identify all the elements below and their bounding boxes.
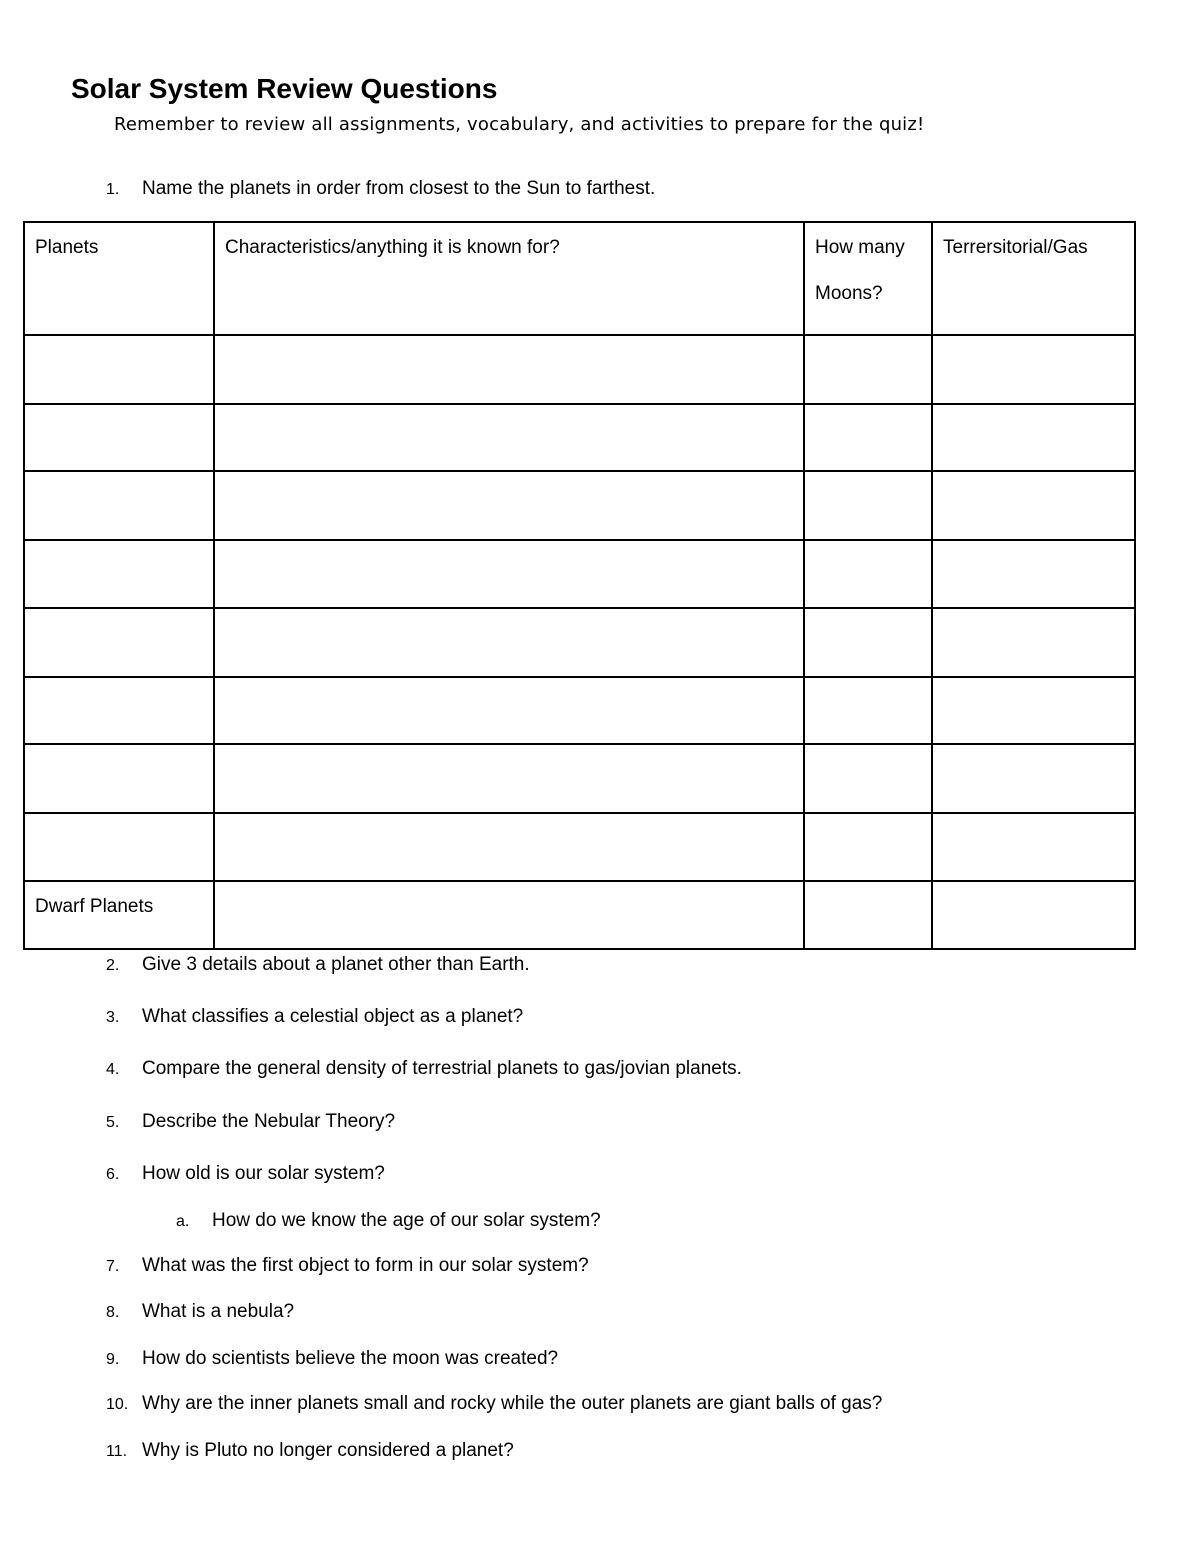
- table-row: [24, 471, 1135, 540]
- planet-cell[interactable]: [24, 540, 214, 608]
- question-number: 5.: [106, 1114, 120, 1131]
- question-number: 3.: [106, 1009, 120, 1026]
- moons-cell[interactable]: [804, 881, 932, 949]
- question-number: 10.: [106, 1396, 129, 1413]
- header-characteristics: Characteristics/anything it is known for?: [214, 222, 804, 335]
- question-text: Why are the inner planets small and rocky while the outer planets are giant balls of gas?: [142, 1393, 883, 1414]
- type-cell[interactable]: [932, 608, 1135, 677]
- moons-cell[interactable]: [804, 813, 932, 881]
- planet-cell[interactable]: [24, 608, 214, 677]
- question-number: 4.: [106, 1061, 120, 1078]
- planet-cell[interactable]: [24, 335, 214, 404]
- question-text: How old is our solar system?: [142, 1163, 385, 1184]
- table-header-row: [24, 222, 1135, 335]
- planet-cell[interactable]: [24, 744, 214, 813]
- characteristics-cell[interactable]: [214, 404, 804, 471]
- question-text: How do scientists believe the moon was created?: [142, 1348, 559, 1369]
- planet-cell[interactable]: [24, 677, 214, 744]
- type-cell[interactable]: [932, 335, 1135, 404]
- table-row: [24, 335, 1135, 404]
- type-cell[interactable]: [932, 813, 1135, 881]
- moons-cell[interactable]: [804, 608, 932, 677]
- question-text: Give 3 details about a planet other than Earth.: [142, 954, 530, 975]
- header-planets: Planets: [24, 222, 214, 335]
- type-cell[interactable]: [932, 744, 1135, 813]
- moons-cell[interactable]: [804, 471, 932, 540]
- type-cell[interactable]: [932, 881, 1135, 949]
- table-row: [24, 404, 1135, 471]
- worksheet-subtitle: Remember to review all assignments, vocabulary, and activities to prepare for the quiz!: [114, 114, 925, 135]
- moons-cell[interactable]: [804, 540, 932, 608]
- question-number: 7.: [106, 1258, 120, 1275]
- question-text: Compare the general density of terrestrial planets to gas/jovian planets.: [142, 1058, 742, 1079]
- type-cell[interactable]: [932, 404, 1135, 471]
- characteristics-cell[interactable]: [214, 744, 804, 813]
- worksheet-title: Solar System Review Questions: [71, 73, 498, 104]
- type-cell[interactable]: [932, 471, 1135, 540]
- question-number: 8.: [106, 1304, 120, 1321]
- question-text: How do we know the age of our solar system?: [212, 1210, 601, 1231]
- moons-cell[interactable]: [804, 335, 932, 404]
- question-number: 9.: [106, 1351, 120, 1368]
- characteristics-cell[interactable]: [214, 813, 804, 881]
- characteristics-cell[interactable]: [214, 471, 804, 540]
- type-cell[interactable]: [932, 540, 1135, 608]
- header-moons-line2: Moons?: [815, 283, 883, 304]
- planet-cell[interactable]: [24, 471, 214, 540]
- question-number: 11.: [106, 1443, 128, 1460]
- question-number: 2.: [106, 957, 120, 974]
- planet-cell[interactable]: [24, 813, 214, 881]
- characteristics-cell[interactable]: [214, 881, 804, 949]
- characteristics-cell[interactable]: [214, 608, 804, 677]
- question-number: 6.: [106, 1166, 120, 1183]
- question-text: What classifies a celestial object as a planet?: [142, 1006, 524, 1027]
- question-number: a.: [176, 1213, 190, 1230]
- header-moons: [804, 222, 932, 335]
- type-cell[interactable]: [932, 677, 1135, 744]
- planet-cell[interactable]: [24, 404, 214, 471]
- moons-cell[interactable]: [804, 677, 932, 744]
- characteristics-cell[interactable]: [214, 335, 804, 404]
- planets-table: [23, 221, 1136, 950]
- table-row: [24, 813, 1135, 881]
- dwarf-planets-label: Dwarf Planets: [24, 881, 214, 949]
- moons-cell[interactable]: [804, 404, 932, 471]
- moons-cell[interactable]: [804, 744, 932, 813]
- table-row: [24, 677, 1135, 744]
- header-type: Terrersitorial/Gas: [932, 222, 1135, 335]
- question-text: Name the planets in order from closest to the Sun to farthest.: [142, 178, 656, 199]
- question-text: What is a nebula?: [142, 1301, 295, 1322]
- dwarf-planets-row: [24, 881, 1135, 949]
- table-row: [24, 608, 1135, 677]
- table-row: [24, 744, 1135, 813]
- question-number: 1.: [106, 181, 120, 198]
- question-text: What was the first object to form in our solar system?: [142, 1255, 589, 1276]
- header-moons-line1: How many: [815, 237, 905, 258]
- table-row: [24, 540, 1135, 608]
- question-text: Describe the Nebular Theory?: [142, 1111, 396, 1132]
- characteristics-cell[interactable]: [214, 540, 804, 608]
- question-text: Why is Pluto no longer considered a planet?: [142, 1440, 514, 1461]
- characteristics-cell[interactable]: [214, 677, 804, 744]
